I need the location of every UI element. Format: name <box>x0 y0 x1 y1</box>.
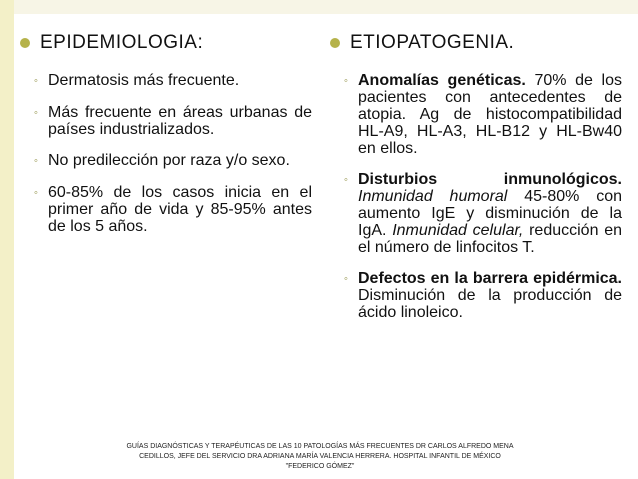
item-bold: Anomalías genéticas. <box>358 72 526 89</box>
list-item <box>344 72 622 157</box>
footer-citation <box>100 442 540 472</box>
item-text: No predilección por raza y/o sexo. <box>48 152 290 169</box>
item-italic: Inmunidad humoral <box>358 188 508 205</box>
decorative-strip <box>0 0 14 479</box>
item-bold: Defectos en la barrera epidérmica. <box>358 270 622 287</box>
sub-bullet-icon: ◦ <box>34 107 38 119</box>
sub-bullet-icon: ◦ <box>34 187 38 199</box>
decorative-band <box>14 0 638 14</box>
footer-line: GUÍAS DIAGNÓSTICAS Y TERAPÉUTICAS DE LAS 10 PATOLOGÍAS MÁS FRECUENTES DR CARLOS ALFREDO MENA <box>126 443 514 450</box>
item-text <box>358 72 622 157</box>
epidemiologia-title: EPIDEMIOLOGIA: <box>40 32 204 53</box>
item-rest: reducción en el número de linfocitos T. <box>358 222 623 256</box>
list-item <box>344 171 622 256</box>
sub-bullet-icon: ◦ <box>34 75 38 87</box>
list-item <box>34 104 312 138</box>
etiopatogenia-column <box>330 32 622 335</box>
list-item <box>344 270 622 321</box>
epidemiologia-list <box>20 72 312 235</box>
item-rest: 70% de los pacientes con antecedentes de atopia. Ag de histocompatibilidad HL-A9, HL-A3, HL-B12 y HL-Bw40 en ellos. <box>358 72 622 157</box>
etiopatogenia-title: ETIOPATOGENIA. <box>350 32 515 53</box>
list-item <box>34 152 312 170</box>
sub-bullet-icon: ◦ <box>344 174 348 186</box>
item-text <box>358 270 622 321</box>
sub-bullet-icon: ◦ <box>344 75 348 87</box>
list-item <box>34 72 312 90</box>
etiopatogenia-list <box>330 72 622 321</box>
footer-line: CEDILLOS, JEFE DEL SERVICIO DRA ADRIANA MARÍA VALENCIA HERRERA. HOSPITAL INFANTIL DE MÉXICO <box>139 453 501 460</box>
sub-bullet-icon: ◦ <box>344 273 348 285</box>
bullet-icon <box>330 38 340 48</box>
item-rest: Disminución de la producción de ácido linoleico. <box>358 287 622 321</box>
item-italic: Inmunidad celular, <box>392 222 524 239</box>
item-text: Más frecuente en áreas urbanas de países industrializados. <box>48 104 312 138</box>
footer-line: "FEDERICO GÓMEZ" <box>285 463 355 470</box>
etiopatogenia-heading <box>330 32 622 54</box>
item-text <box>358 171 622 256</box>
sub-bullet-icon: ◦ <box>34 155 38 167</box>
bullet-icon <box>20 38 30 48</box>
list-item <box>34 184 312 235</box>
item-text: Dermatosis más frecuente. <box>48 72 240 89</box>
item-rest: 45-80% con aumento IgE y disminución de la IgA. <box>358 188 623 239</box>
epidemiologia-heading <box>20 32 312 54</box>
item-text: 60-85% de los casos inicia en el primer año de vida y 85-95% antes de los 5 años. <box>48 184 312 235</box>
item-bold: Disturbios inmunológicos. <box>358 171 622 188</box>
epidemiologia-column <box>20 32 312 249</box>
